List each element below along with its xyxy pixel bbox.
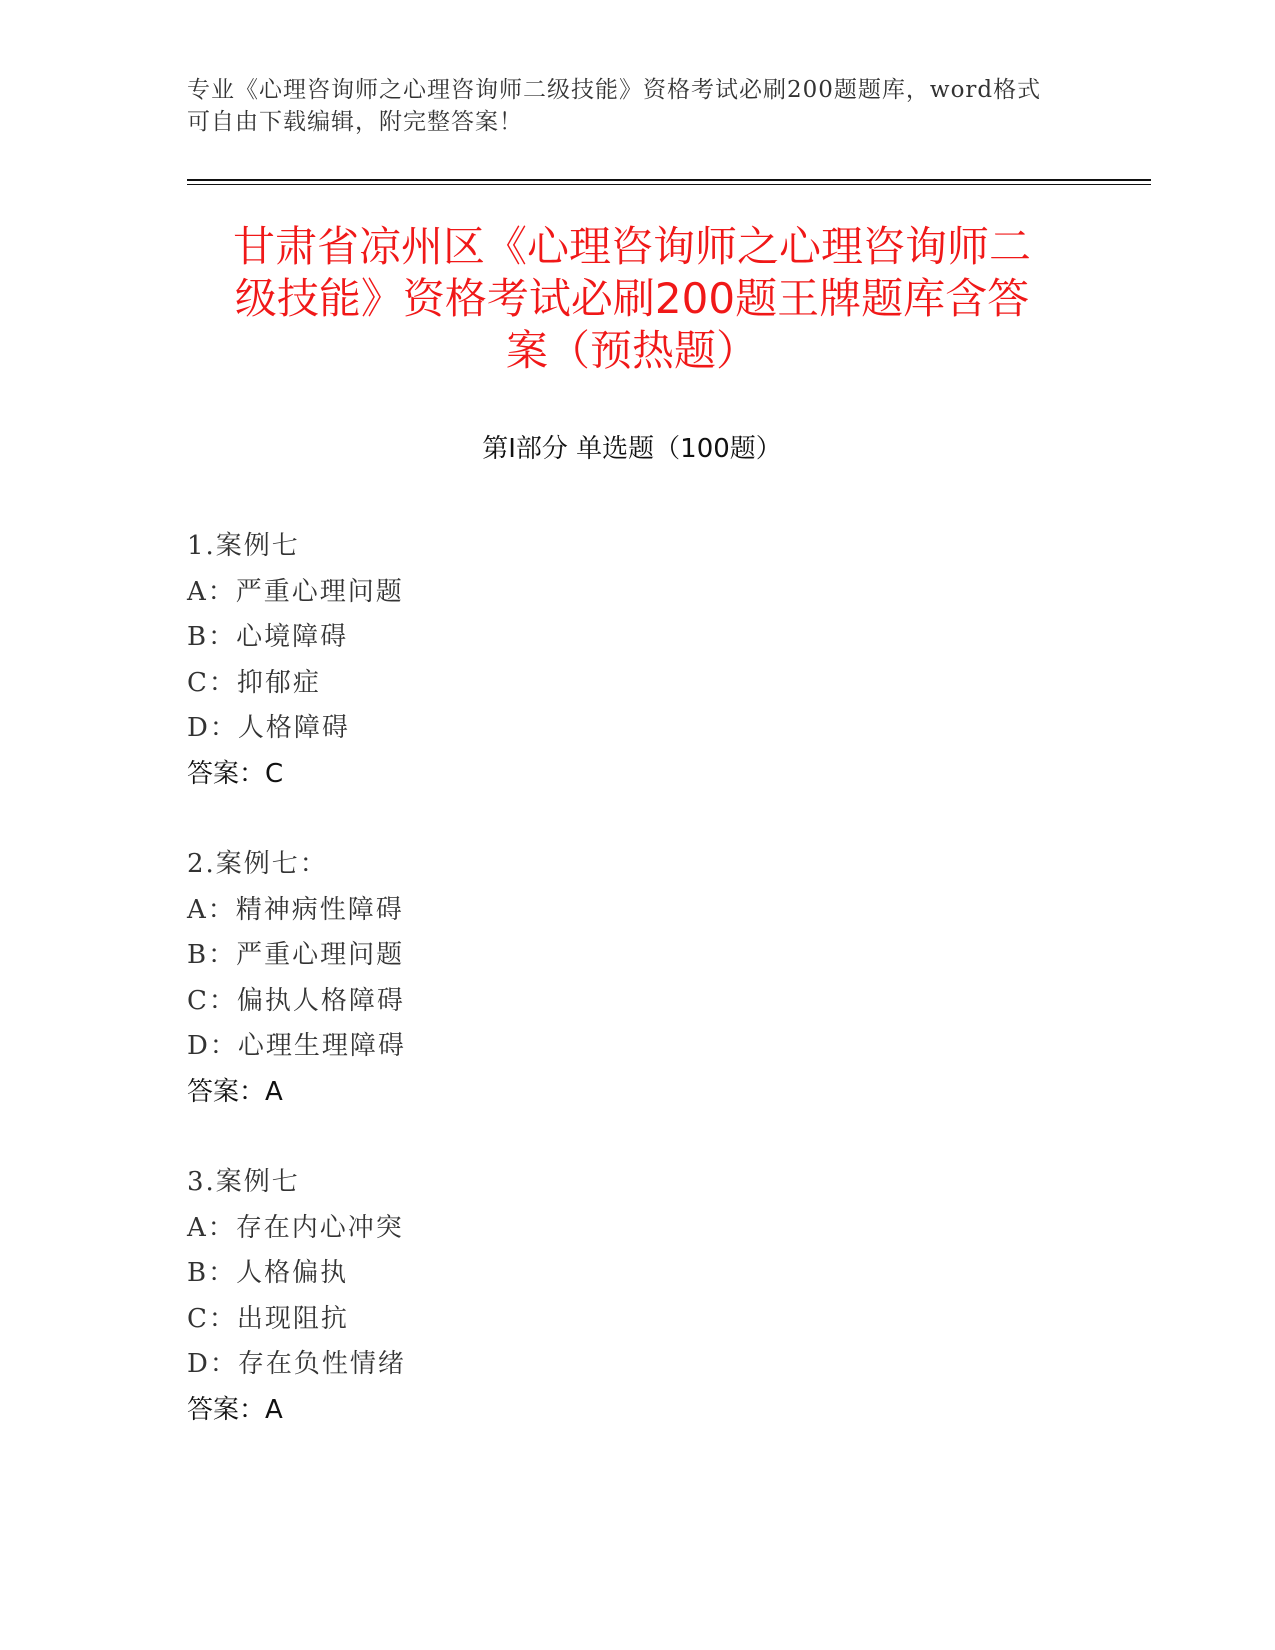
question-block: [187, 842, 787, 1115]
question-stem: 1.案例七: [187, 531, 300, 561]
question-stem: 2.案例七：: [187, 849, 328, 879]
intro-line-2: 可自由下载编辑，附完整答案！: [187, 109, 523, 135]
header-divider-thin: [187, 184, 1151, 185]
option-b: B：人格偏执: [187, 1258, 349, 1288]
option-b: B：心境障碍: [187, 622, 349, 652]
option-c: C：出现阻抗: [187, 1303, 349, 1334]
answer-line: 答案：A: [187, 1394, 283, 1425]
option-b: B：严重心理问题: [187, 940, 405, 970]
option-a: A：精神病性障碍: [187, 894, 404, 925]
section-heading: 第Ⅰ部分 单选题（100题）: [482, 434, 782, 464]
document-intro: [187, 74, 1077, 138]
option-d: D：心理生理障碍: [187, 1031, 406, 1061]
question-stem: 3.案例七: [187, 1167, 300, 1197]
intro-line-1: 专业《心理咨询师之心理咨询师二级技能》资格考试必刷200题题库，word格式: [187, 77, 1042, 103]
option-c: C：抑郁症: [187, 667, 321, 698]
option-d: D：存在负性情绪: [187, 1349, 406, 1379]
option-d: D：人格障碍: [187, 713, 350, 743]
header-divider-thick: [187, 179, 1151, 181]
question-block: [187, 524, 787, 797]
option-c: C：偏执人格障碍: [187, 985, 405, 1016]
question-block: [187, 1160, 787, 1433]
option-a: A：严重心理问题: [187, 576, 404, 607]
document-title: [187, 221, 1077, 377]
title-line-3: 案（预热题）: [505, 326, 758, 375]
answer-line: 答案：A: [187, 1076, 283, 1107]
title-line-2: 级技能》资格考试必刷200题王牌题库含答: [234, 274, 1030, 323]
title-line-1: 甘肃省凉州区《心理咨询师之心理咨询师二: [232, 222, 1031, 271]
answer-line: 答案：C: [187, 758, 284, 789]
option-a: A：存在内心冲突: [187, 1212, 404, 1243]
